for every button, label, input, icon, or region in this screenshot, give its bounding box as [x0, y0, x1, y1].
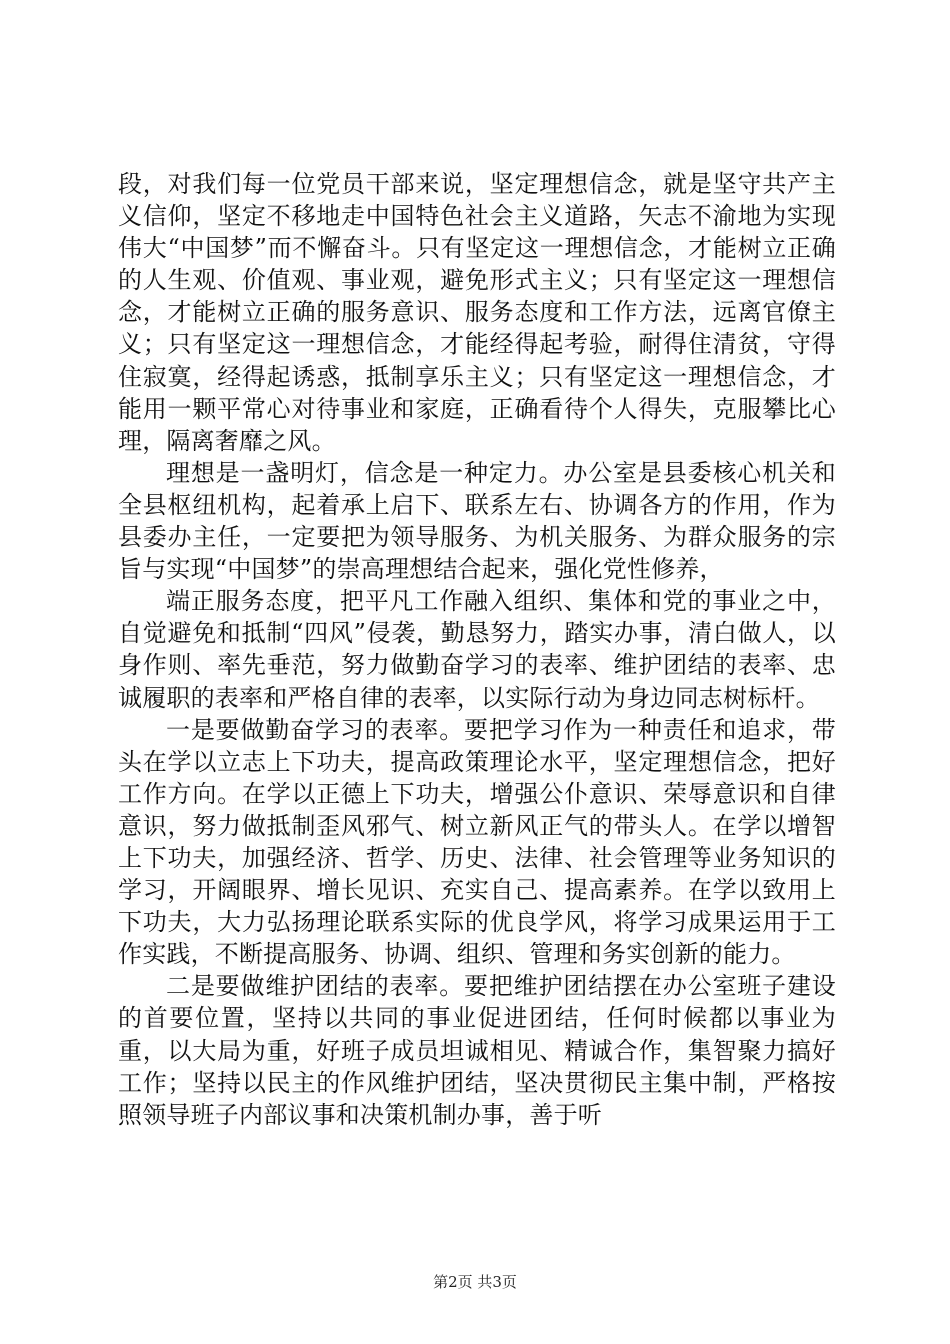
- paragraph-continuation: 段，对我们每一位党员干部来说，坚定理想信念，就是坚守共产主义信仰，坚定不移地走中国特色社会主义道路，矢志不渝地为实现伟大“中国梦”而不懈奋斗。只有坚定这一理想信念，才能树立正确的人生观、价值观、事业观，避免形式主义；只有坚定这一理想信念，才能树立正确的服务意识、服务态度和工作方法，远离官僚主义；只有坚定这一理想信念，才能经得起考验，耐得住清贫，守得住寂寞，经得起诱惑，抵制享乐主义；只有坚定这一理想信念，才能用一颗平常心对待事业和家庭，正确看待个人得失，克服攀比心理，隔离奢靡之风。: [118, 170, 836, 455]
- paragraph-unity-example: 二是要做维护团结的表率。要把维护团结摆在办公室班子建设的首要位置，坚持以共同的事业促进团结，任何时候都以事业为重，以大局为重，好班子成员坦诚相见、精诚合作，集智聚力搞好工作；坚持以民主的作风维护团结，坚决贯彻民主集中制，严格按照领导班子内部议事和决策机制办事，善于听: [118, 972, 836, 1129]
- page-number-footer: 第2页 共3页: [433, 1273, 517, 1291]
- document-body: [118, 168, 836, 1131]
- paragraph-ideal-belief: 理想是一盏明灯，信念是一种定力。办公室是县委核心机关和全县枢纽机构，起着承上启下、联系左右、协调各方的作用，作为县委办主任，一定要把为领导服务、为机关服务、为群众服务的宗旨与实现“中国梦”的崇高理想结合起来，强化党性修养，: [118, 458, 836, 584]
- paragraph-study-example: 一是要做勤奋学习的表率。要把学习作为一种责任和追求，带头在学以立志上下功夫，提高政策理论水平，坚定理想信念，把好工作方向。在学以正德上下功夫，增强公仆意识、荣辱意识和自律意识，努力做抵制歪风邪气、树立新风正气的带头人。在学以增智上下功夫，加强经济、哲学、历史、法律、社会管理等业务知识的学习，开阔眼界、增长见识、充实自己、提高素养。在学以致用上下功夫，大力弘扬理论联系实际的优良学风，将学习成果运用于工作实践，不断提高服务、协调、组织、管理和务实创新的能力。: [118, 715, 836, 969]
- paragraph-service-attitude: 端正服务态度，把平凡工作融入组织、集体和党的事业之中，自觉避免和抵制“四风”侵袭，勤恳努力，踏实办事，清白做人，以身作则、率先垂范，努力做勤奋学习的表率、维护团结的表率、忠诚履职的表率和严格自律的表率，以实际行动为身边同志树标杆。: [118, 587, 836, 712]
